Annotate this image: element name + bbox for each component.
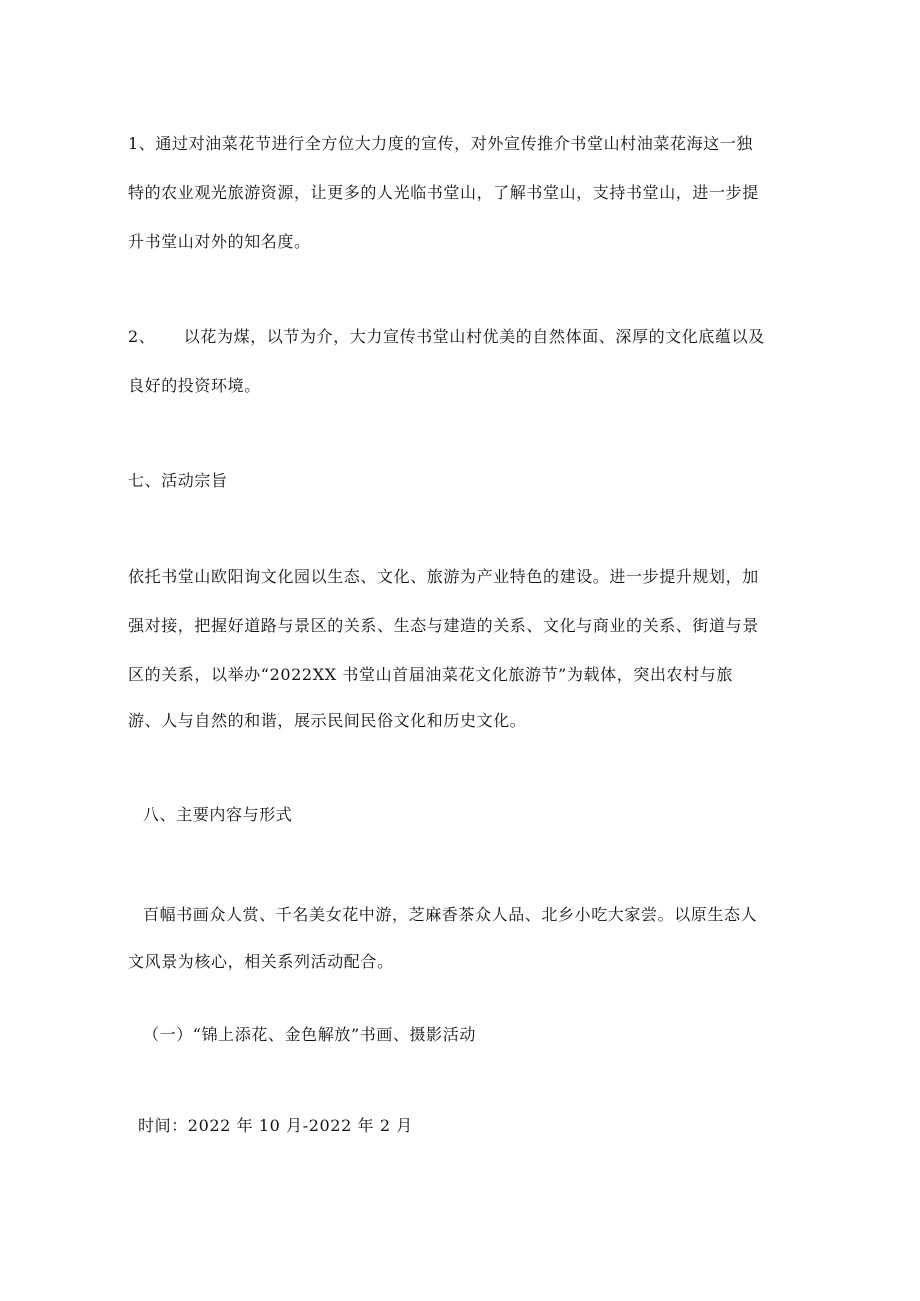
paragraph-3-line-2: 强对接，把握好道路与景区的关系、生态与建造的关系、文化与商业的关系、街道与景 — [128, 616, 759, 635]
paragraph-1-line-1: 1、通过对油菜花节进行全方位大力度的宣传，对外宣传推介书堂山村油菜花海这一独 — [128, 134, 753, 153]
paragraph-4-line-1: 百幅书画众人赏、千名美女花中游，芝麻香茶众人品、北乡小吃大家尝。以原生态人 — [143, 905, 758, 924]
paragraph-3-line-3: 区的关系，以举办“2022XX 书堂山首届油菜花文化旅游节”为载体，突出农村与旅 — [128, 665, 733, 684]
paragraph-3-line-4: 游、人与自然的和谐，展示民间民俗文化和历史文化。 — [128, 711, 527, 730]
section-heading-content-form: 八、主要内容与形式 — [143, 805, 293, 824]
subsection-heading-1: （一）“锦上添花、金色解放”书画、摄影活动 — [143, 1025, 476, 1044]
event-time: 时间：2022 年 10 月-2022 年 2 月 — [138, 1116, 413, 1135]
paragraph-4-line-2: 文风景为核心，相关系列活动配合。 — [128, 952, 394, 971]
paragraph-2-line-2: 良好的投资环境。 — [128, 376, 261, 395]
paragraph-3-line-1: 依托书堂山欧阳询文化园以生态、文化、旅游为产业特色的建设。进一步提升规划，加 — [128, 567, 759, 586]
paragraph-1-line-2: 特的农业观光旅游资源，让更多的人光临书堂山，了解书堂山，支持书堂山，进一步提 — [128, 183, 759, 202]
section-heading-purpose: 七、活动宗旨 — [128, 471, 228, 490]
paragraph-1-line-3: 升书堂山对外的知名度。 — [128, 232, 311, 251]
paragraph-2-line-1: 2、 以花为煤，以节为介，大力宣传书堂山村优美的自然体面、深厚的文化底蕴以及 — [128, 327, 765, 346]
